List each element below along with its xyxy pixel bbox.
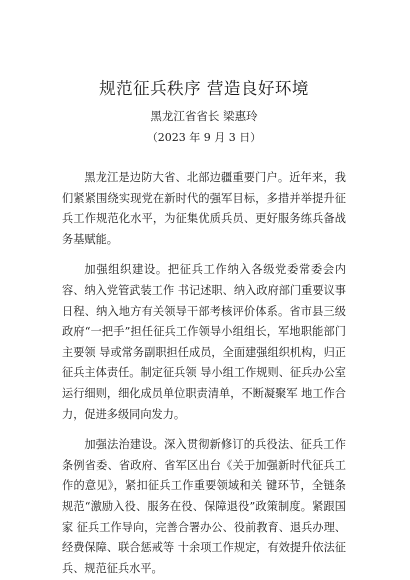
body-paragraph: 加强法治建设。深入贯彻新修订的兵役法、征兵工作条例省委、省政府、省军区出台《关于加强新时代征兵工作的意见》，紧扣征兵工作重要领域和关 键环节，全链条规范“激励入役、服务在役、保障退役”政策制度。紧跟国家 征兵工作导向，完善合署办公、役前教育、退兵办理、经费保障、联合惩戒等 十余项工作规定，有效提升依法征兵、规范征兵水平。 — [62, 438, 346, 575]
document-body — [62, 168, 346, 579]
document-title: 规范征兵秩序 营造良好环境 — [99, 79, 309, 98]
body-paragraph: 黑龙江是边防大省、北部边疆重要门户。近年来，我们紧紧围绕实现党在新时代的强军目标，多措并举提升征兵工作规范化水平，为征集优质兵员、更好服务练兵备战务基赋能。 — [62, 171, 346, 246]
document-date: （2023 年 9 月 3 日） — [146, 131, 262, 144]
body-paragraph: 加强组织建设。把征兵工作纳入各级党委常委会内容、纳入党管武装工作 书记述职、纳入政府部门重要议事日程、纳入地方有关领导干部考核评价体系。省市县三级政府“一把手”担任征兵工作领导小组组长，军地职能部门主要领 导或常务副职担任成员，全面建强组织机构，归正征兵主体责任。制定征兵领 导小组工作规则、征兵办公室运行细则，细化成员单位职责清单，不断凝聚军 地工作合力，促进多级同向发力。 — [62, 263, 346, 421]
document-author: 黑龙江省省长 梁惠玲 — [150, 109, 258, 123]
